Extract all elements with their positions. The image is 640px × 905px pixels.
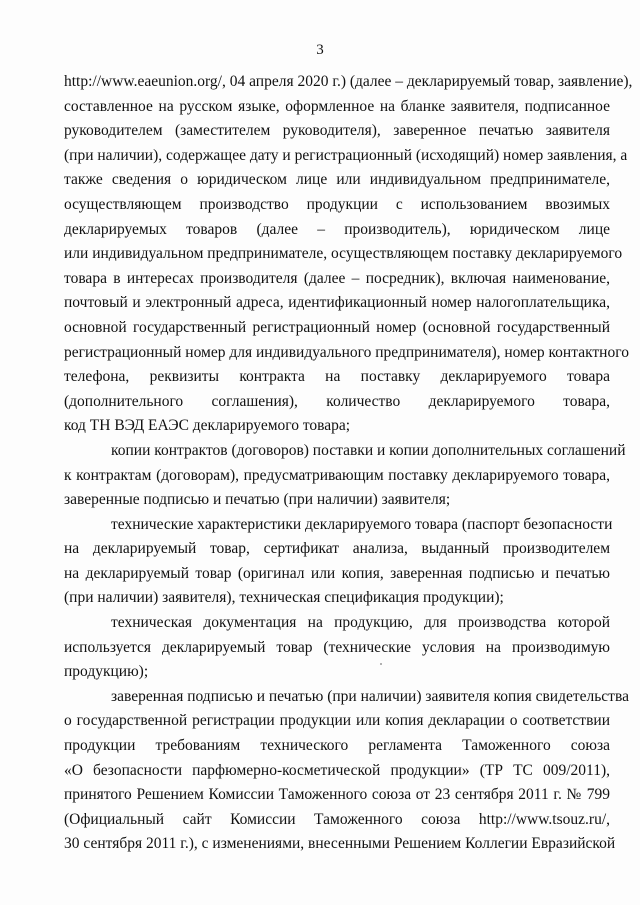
text-line: осуществляющем производство продукции с использованием ввозимых	[64, 195, 610, 213]
text-line: регистрационный номер для индивидуального предпринимателя), номер контактного	[64, 343, 629, 361]
text-line: к контрактам (договорам), предусматривающим поставку декларируемого товара,	[64, 466, 610, 484]
text-line: «О безопасности парфюмерно-косметической продукции» (ТР ТС 009/2011),	[64, 761, 610, 779]
text-line: (при наличии), содержащее дату и регистрационный (исходящий) номер заявления, а	[64, 146, 628, 164]
text-line: на декларируемый товар (оригинал или копия, заверенная подписью и печатью	[64, 564, 610, 582]
text-line: копии контрактов (договоров) поставки и копии дополнительных соглашений	[111, 441, 626, 459]
text-line: основной государственный регистрационный номер (основной государственный	[64, 318, 610, 336]
text-line: принятого Решением Комиссии Таможенного союза от 23 сентября 2011 г. № 799	[64, 786, 610, 804]
text-line: телефона, реквизиты контракта на поставку декларируемого товара	[64, 368, 610, 386]
text-line: товара в интересах производителя (далее – посредник), включая наименование,	[64, 269, 610, 287]
text-line: (при наличии) заявителя), техническая спецификация продукции);	[64, 589, 504, 607]
text-line: продукцию);	[64, 663, 149, 681]
text-line: продукции требованиям технического регламента Таможенного союза	[64, 737, 610, 755]
text-line: (дополнительного соглашения), количество декларируемого товара,	[64, 392, 610, 410]
page-number: 3	[316, 42, 324, 58]
text-line: заверенные подписью и печатью (при наличии) заявителя;	[64, 491, 451, 509]
text-line: техническая документация на продукцию, для производства которой	[111, 614, 610, 632]
text-line: технические характеристики декларируемого товара (паспорт безопасности	[111, 515, 613, 533]
text-line: (Официальный сайт Комиссии Таможенного союза http://www.tsouz.ru/,	[64, 810, 610, 828]
text-line: на декларируемый товар, сертификат анализа, выданный производителем	[64, 540, 610, 558]
text-line: также сведения о юридическом лице или индивидуальном предпринимателе,	[64, 171, 610, 189]
text-line: http://www.eaeunion.org/, 04 апреля 2020 г.) (далее – декларируемый товар, заявление),	[64, 73, 633, 90]
text-line: используется декларируемый товар (технические условия на производимую	[64, 638, 610, 656]
text-line: 30 сентября 2011 г.), с изменениями, внесенными Решением Коллегии Евразийской	[64, 835, 616, 853]
text-line: составленное на русском языке, оформленное на бланке заявителя, подписанное	[64, 97, 610, 115]
text-line: руководителем (заместителем руководителя), заверенное печатью заявителя	[64, 122, 610, 140]
text-line: или индивидуальном предпринимателе, осуществляющем поставку декларируемого	[64, 245, 623, 263]
text-line: декларируемых товаров (далее – производитель), юридическом лице	[64, 220, 610, 238]
scan-speck	[380, 663, 382, 665]
text-line: о государственной регистрации продукции или копия декларации о соответствии	[64, 712, 610, 730]
text-line: заверенная подписью и печатью (при наличии) заявителя копия свидетельства	[111, 687, 629, 705]
document-body-text	[64, 70, 633, 857]
text-line: код ТН ВЭД ЕАЭС декларируемого товара;	[64, 417, 351, 435]
text-line: почтовый и электронный адреса, идентификационный номер налогоплательщика,	[64, 294, 610, 312]
